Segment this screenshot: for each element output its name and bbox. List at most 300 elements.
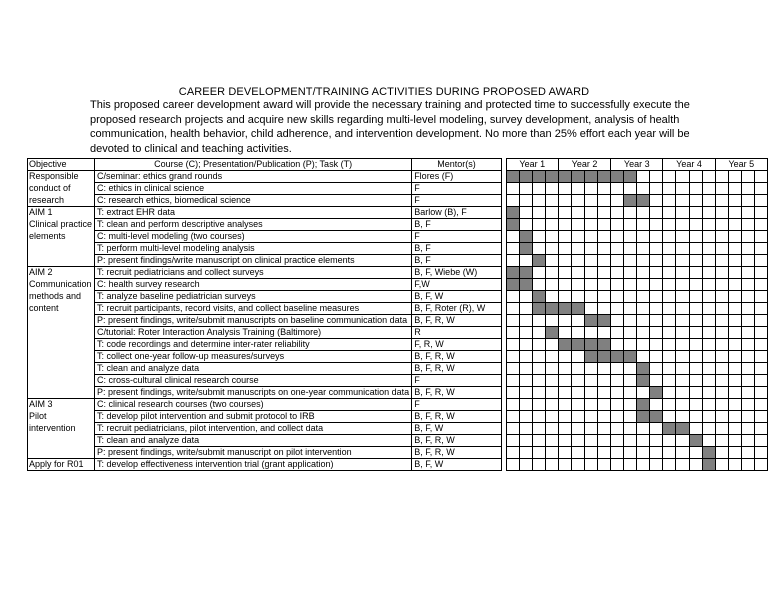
activity-cell: P: present findings, write/submit manuscripts on baseline communication data (95, 315, 412, 327)
timeline-cell-y5-q1 (715, 399, 728, 411)
timeline-cell-y3-q1 (611, 351, 624, 363)
timeline-cell-y3-q3 (637, 423, 650, 435)
timeline-cell-y4-q4 (702, 435, 715, 447)
timeline-cell-y4-q3 (689, 291, 702, 303)
timeline-cell-y3-q2 (624, 387, 637, 399)
timeline-cell-y1-q2 (519, 183, 532, 195)
timeline-cell-y2-q4 (598, 255, 611, 267)
timeline-cell-y5-q3 (741, 387, 754, 399)
timeline-cell-y5-q2 (728, 171, 741, 183)
timeline-cell-y5-q3 (741, 171, 754, 183)
timeline-cell-y4-q2 (676, 219, 689, 231)
timeline-cell-y2-q4 (598, 423, 611, 435)
timeline-cell-y3-q4 (650, 267, 663, 279)
timeline-cell-y2-q3 (585, 171, 598, 183)
timeline-cell-y3-q4 (650, 339, 663, 351)
timeline-cell-y3-q4 (650, 411, 663, 423)
timeline-cell-y5-q1 (715, 447, 728, 459)
timeline-cell-y1-q3 (532, 459, 545, 471)
timeline-cell-y5-q1 (715, 459, 728, 471)
objective-cell (28, 363, 95, 375)
mentors-cell: Barlow (B), F (412, 207, 502, 219)
timeline-cell-y1-q3 (532, 399, 545, 411)
table-row (28, 363, 768, 375)
timeline-cell-y2-q1 (558, 423, 571, 435)
timeline-cell-y3-q1 (611, 399, 624, 411)
mentors-cell: B, F, R, W (412, 447, 502, 459)
timeline-cell-y3-q4 (650, 327, 663, 339)
year-2-header: Year 2 (558, 159, 610, 171)
timeline-cell-y1-q2 (519, 411, 532, 423)
timeline-cell-y1-q4 (545, 411, 558, 423)
timeline-cell-y2-q4 (598, 303, 611, 315)
timeline-cell-y3-q2 (624, 267, 637, 279)
timeline-cell-y1-q4 (545, 423, 558, 435)
timeline-cell-y1-q3 (532, 195, 545, 207)
training-activities-table (27, 158, 768, 471)
table-row (28, 183, 768, 195)
timeline-cell-y5-q2 (728, 435, 741, 447)
mentors-cell: F (412, 195, 502, 207)
timeline-cell-y3-q3 (637, 315, 650, 327)
timeline-cell-y2-q2 (571, 183, 584, 195)
mentors-cell: F, R, W (412, 339, 502, 351)
timeline-cell-y4-q3 (689, 447, 702, 459)
timeline-cell-y4-q2 (676, 423, 689, 435)
activity-cell: P: present findings, write/submit manuscript on pilot intervention (95, 447, 412, 459)
timeline-cell-y2-q4 (598, 375, 611, 387)
table-row (28, 459, 768, 471)
activity-cell: T: collect one-year follow-up measures/surveys (95, 351, 412, 363)
timeline-cell-y3-q1 (611, 375, 624, 387)
timeline-cell-y2-q2 (571, 243, 584, 255)
timeline-cell-y3-q3 (637, 207, 650, 219)
timeline-cell-y2-q1 (558, 279, 571, 291)
timeline-cell-y3-q1 (611, 435, 624, 447)
timeline-cell-y4-q3 (689, 303, 702, 315)
activity-cell: C: research ethics, biomedical science (95, 195, 412, 207)
timeline-cell-y2-q3 (585, 339, 598, 351)
timeline-cell-y4-q4 (702, 243, 715, 255)
timeline-cell-y2-q1 (558, 255, 571, 267)
timeline-cell-y1-q4 (545, 255, 558, 267)
mentors-cell: F (412, 399, 502, 411)
timeline-cell-y1-q4 (545, 363, 558, 375)
timeline-cell-y1-q1 (506, 315, 519, 327)
timeline-cell-y3-q4 (650, 255, 663, 267)
timeline-cell-y5-q4 (754, 387, 767, 399)
timeline-cell-y3-q1 (611, 279, 624, 291)
timeline-cell-y4-q2 (676, 315, 689, 327)
timeline-cell-y5-q2 (728, 375, 741, 387)
timeline-cell-y5-q3 (741, 447, 754, 459)
timeline-cell-y2-q1 (558, 243, 571, 255)
timeline-cell-y4-q1 (663, 435, 676, 447)
timeline-cell-y3-q4 (650, 447, 663, 459)
timeline-cell-y4-q4 (702, 459, 715, 471)
timeline-cell-y5-q4 (754, 207, 767, 219)
timeline-cell-y1-q1 (506, 279, 519, 291)
timeline-cell-y4-q3 (689, 363, 702, 375)
table-row (28, 255, 768, 267)
timeline-cell-y3-q2 (624, 315, 637, 327)
timeline-cell-y4-q1 (663, 447, 676, 459)
timeline-cell-y4-q1 (663, 279, 676, 291)
activity-cell: T: clean and analyze data (95, 363, 412, 375)
activity-cell: C/seminar: ethics grand rounds (95, 171, 412, 183)
timeline-cell-y5-q4 (754, 231, 767, 243)
timeline-cell-y5-q2 (728, 315, 741, 327)
timeline-cell-y5-q4 (754, 291, 767, 303)
timeline-cell-y1-q2 (519, 363, 532, 375)
timeline-cell-y2-q3 (585, 387, 598, 399)
mentors-header: Mentor(s) (412, 159, 502, 171)
timeline-cell-y5-q2 (728, 291, 741, 303)
timeline-cell-y3-q2 (624, 243, 637, 255)
timeline-cell-y1-q2 (519, 267, 532, 279)
timeline-cell-y5-q4 (754, 459, 767, 471)
timeline-cell-y5-q4 (754, 351, 767, 363)
table-row (28, 231, 768, 243)
timeline-cell-y1-q3 (532, 171, 545, 183)
timeline-cell-y1-q1 (506, 171, 519, 183)
activity-cell: C/tutorial: Roter Interaction Analysis Training (Baltimore) (95, 327, 412, 339)
timeline-cell-y2-q4 (598, 171, 611, 183)
timeline-cell-y1-q4 (545, 207, 558, 219)
timeline-cell-y2-q1 (558, 327, 571, 339)
timeline-cell-y3-q1 (611, 423, 624, 435)
timeline-cell-y5-q2 (728, 231, 741, 243)
table-row (28, 387, 768, 399)
timeline-cell-y2-q4 (598, 279, 611, 291)
objective-cell (28, 351, 95, 363)
mentors-cell: B, F, R, W (412, 387, 502, 399)
timeline-cell-y5-q1 (715, 351, 728, 363)
timeline-cell-y5-q3 (741, 351, 754, 363)
timeline-cell-y5-q4 (754, 327, 767, 339)
timeline-cell-y2-q1 (558, 411, 571, 423)
timeline-cell-y3-q4 (650, 423, 663, 435)
mentors-cell: B, F, Roter (R), W (412, 303, 502, 315)
timeline-cell-y1-q1 (506, 447, 519, 459)
timeline-cell-y4-q1 (663, 243, 676, 255)
timeline-cell-y4-q2 (676, 363, 689, 375)
timeline-cell-y5-q3 (741, 435, 754, 447)
timeline-cell-y4-q2 (676, 231, 689, 243)
timeline-cell-y5-q3 (741, 327, 754, 339)
timeline-cell-y4-q2 (676, 435, 689, 447)
objective-cell (28, 387, 95, 399)
timeline-cell-y1-q3 (532, 411, 545, 423)
timeline-cell-y4-q2 (676, 183, 689, 195)
activity-cell: T: develop pilot intervention and submit protocol to IRB (95, 411, 412, 423)
mentors-cell: B, F, R, W (412, 315, 502, 327)
timeline-cell-y1-q1 (506, 351, 519, 363)
table-row (28, 171, 768, 183)
activity-cell: C: health survey research (95, 279, 412, 291)
timeline-cell-y1-q1 (506, 423, 519, 435)
timeline-cell-y4-q1 (663, 183, 676, 195)
timeline-cell-y3-q4 (650, 207, 663, 219)
timeline-cell-y5-q1 (715, 255, 728, 267)
timeline-cell-y4-q1 (663, 363, 676, 375)
timeline-cell-y1-q1 (506, 387, 519, 399)
table-row (28, 315, 768, 327)
timeline-cell-y3-q4 (650, 363, 663, 375)
timeline-cell-y3-q1 (611, 195, 624, 207)
timeline-cell-y3-q1 (611, 447, 624, 459)
timeline-cell-y4-q4 (702, 375, 715, 387)
timeline-cell-y2-q2 (571, 207, 584, 219)
timeline-cell-y1-q2 (519, 279, 532, 291)
timeline-cell-y4-q4 (702, 387, 715, 399)
objective-cell (28, 315, 95, 327)
timeline-cell-y1-q1 (506, 183, 519, 195)
timeline-cell-y5-q3 (741, 219, 754, 231)
timeline-cell-y3-q1 (611, 231, 624, 243)
timeline-cell-y4-q2 (676, 303, 689, 315)
timeline-cell-y2-q1 (558, 195, 571, 207)
timeline-cell-y5-q3 (741, 375, 754, 387)
timeline-cell-y4-q2 (676, 255, 689, 267)
timeline-cell-y1-q2 (519, 207, 532, 219)
mentors-cell: F (412, 183, 502, 195)
timeline-cell-y1-q3 (532, 327, 545, 339)
table-row (28, 291, 768, 303)
timeline-cell-y3-q1 (611, 207, 624, 219)
timeline-cell-y4-q4 (702, 267, 715, 279)
timeline-cell-y5-q2 (728, 447, 741, 459)
timeline-cell-y5-q2 (728, 207, 741, 219)
timeline-cell-y5-q3 (741, 183, 754, 195)
activity-cell: P: present findings/write manuscript on clinical practice elements (95, 255, 412, 267)
timeline-cell-y5-q2 (728, 243, 741, 255)
activity-cell: T: recruit pediatricians, pilot intervention, and collect data (95, 423, 412, 435)
table-row (28, 339, 768, 351)
timeline-cell-y2-q1 (558, 339, 571, 351)
timeline-cell-y5-q2 (728, 387, 741, 399)
timeline-cell-y4-q4 (702, 399, 715, 411)
timeline-cell-y3-q2 (624, 351, 637, 363)
timeline-cell-y1-q3 (532, 387, 545, 399)
timeline-cell-y5-q4 (754, 195, 767, 207)
timeline-cell-y2-q4 (598, 363, 611, 375)
timeline-cell-y2-q1 (558, 231, 571, 243)
timeline-cell-y5-q4 (754, 375, 767, 387)
timeline-cell-y4-q1 (663, 219, 676, 231)
timeline-cell-y4-q3 (689, 267, 702, 279)
timeline-cell-y1-q3 (532, 303, 545, 315)
timeline-cell-y2-q4 (598, 399, 611, 411)
timeline-cell-y2-q1 (558, 183, 571, 195)
timeline-cell-y1-q2 (519, 219, 532, 231)
timeline-cell-y1-q4 (545, 327, 558, 339)
timeline-cell-y2-q1 (558, 447, 571, 459)
timeline-cell-y1-q3 (532, 219, 545, 231)
timeline-cell-y4-q1 (663, 411, 676, 423)
timeline-cell-y4-q2 (676, 447, 689, 459)
timeline-cell-y4-q4 (702, 183, 715, 195)
timeline-cell-y4-q3 (689, 351, 702, 363)
timeline-cell-y2-q3 (585, 435, 598, 447)
timeline-cell-y4-q1 (663, 315, 676, 327)
timeline-cell-y3-q1 (611, 363, 624, 375)
timeline-cell-y4-q2 (676, 291, 689, 303)
timeline-cell-y1-q3 (532, 447, 545, 459)
timeline-cell-y5-q4 (754, 219, 767, 231)
timeline-cell-y3-q2 (624, 327, 637, 339)
timeline-cell-y4-q2 (676, 411, 689, 423)
timeline-cell-y5-q2 (728, 195, 741, 207)
timeline-cell-y3-q3 (637, 327, 650, 339)
timeline-cell-y2-q4 (598, 195, 611, 207)
timeline-cell-y2-q4 (598, 459, 611, 471)
timeline-cell-y3-q3 (637, 279, 650, 291)
mentors-cell: R (412, 327, 502, 339)
timeline-cell-y5-q1 (715, 243, 728, 255)
timeline-cell-y4-q4 (702, 207, 715, 219)
timeline-cell-y3-q4 (650, 435, 663, 447)
objective-cell (28, 327, 95, 339)
timeline-cell-y5-q3 (741, 399, 754, 411)
timeline-cell-y3-q1 (611, 171, 624, 183)
timeline-cell-y4-q4 (702, 315, 715, 327)
objective-cell: Clinical practice (28, 219, 95, 231)
timeline-cell-y5-q3 (741, 459, 754, 471)
timeline-cell-y5-q3 (741, 363, 754, 375)
timeline-cell-y1-q2 (519, 243, 532, 255)
timeline-cell-y4-q2 (676, 327, 689, 339)
timeline-cell-y5-q3 (741, 243, 754, 255)
table-row (28, 243, 768, 255)
timeline-cell-y1-q4 (545, 219, 558, 231)
timeline-cell-y2-q4 (598, 387, 611, 399)
timeline-cell-y5-q2 (728, 399, 741, 411)
timeline-cell-y3-q3 (637, 255, 650, 267)
timeline-cell-y1-q1 (506, 267, 519, 279)
timeline-cell-y5-q1 (715, 411, 728, 423)
timeline-cell-y2-q1 (558, 399, 571, 411)
timeline-cell-y5-q4 (754, 315, 767, 327)
timeline-cell-y4-q2 (676, 387, 689, 399)
timeline-cell-y3-q3 (637, 447, 650, 459)
timeline-cell-y5-q1 (715, 195, 728, 207)
objective-cell (28, 243, 95, 255)
timeline-cell-y5-q4 (754, 399, 767, 411)
timeline-cell-y4-q2 (676, 399, 689, 411)
timeline-cell-y5-q4 (754, 447, 767, 459)
timeline-cell-y5-q2 (728, 411, 741, 423)
timeline-cell-y4-q4 (702, 219, 715, 231)
timeline-cell-y2-q4 (598, 219, 611, 231)
timeline-cell-y4-q3 (689, 315, 702, 327)
timeline-cell-y4-q2 (676, 207, 689, 219)
timeline-cell-y1-q1 (506, 219, 519, 231)
objective-cell: AIM 1 (28, 207, 95, 219)
table-row (28, 375, 768, 387)
timeline-cell-y4-q3 (689, 207, 702, 219)
timeline-cell-y3-q4 (650, 399, 663, 411)
mentors-cell: B, F (412, 255, 502, 267)
timeline-cell-y1-q3 (532, 435, 545, 447)
mentors-cell: B, F, R, W (412, 435, 502, 447)
timeline-cell-y5-q2 (728, 351, 741, 363)
timeline-cell-y1-q2 (519, 315, 532, 327)
timeline-cell-y3-q4 (650, 291, 663, 303)
timeline-cell-y5-q2 (728, 339, 741, 351)
timeline-cell-y4-q2 (676, 267, 689, 279)
timeline-cell-y5-q3 (741, 279, 754, 291)
activity-cell: C: multi-level modeling (two courses) (95, 231, 412, 243)
timeline-cell-y2-q3 (585, 459, 598, 471)
timeline-cell-y4-q1 (663, 387, 676, 399)
timeline-cell-y4-q1 (663, 255, 676, 267)
timeline-cell-y4-q3 (689, 279, 702, 291)
timeline-cell-y2-q1 (558, 387, 571, 399)
timeline-cell-y1-q3 (532, 231, 545, 243)
activity-cell: C: ethics in clinical science (95, 183, 412, 195)
timeline-cell-y1-q2 (519, 399, 532, 411)
timeline-cell-y4-q2 (676, 459, 689, 471)
table-row (28, 447, 768, 459)
timeline-cell-y2-q2 (571, 171, 584, 183)
timeline-cell-y4-q3 (689, 339, 702, 351)
timeline-cell-y2-q1 (558, 267, 571, 279)
timeline-cell-y5-q3 (741, 411, 754, 423)
timeline-cell-y2-q1 (558, 303, 571, 315)
timeline-cell-y5-q1 (715, 291, 728, 303)
timeline-cell-y5-q3 (741, 291, 754, 303)
timeline-cell-y4-q4 (702, 339, 715, 351)
timeline-cell-y3-q3 (637, 291, 650, 303)
timeline-cell-y5-q4 (754, 423, 767, 435)
timeline-cell-y2-q1 (558, 219, 571, 231)
timeline-cell-y3-q3 (637, 183, 650, 195)
timeline-cell-y4-q1 (663, 291, 676, 303)
timeline-cell-y2-q3 (585, 219, 598, 231)
timeline-cell-y3-q1 (611, 387, 624, 399)
timeline-cell-y4-q1 (663, 423, 676, 435)
timeline-cell-y4-q1 (663, 303, 676, 315)
timeline-cell-y1-q3 (532, 375, 545, 387)
timeline-cell-y4-q3 (689, 231, 702, 243)
timeline-cell-y5-q2 (728, 303, 741, 315)
timeline-cell-y2-q2 (571, 231, 584, 243)
timeline-cell-y3-q2 (624, 339, 637, 351)
timeline-cell-y1-q2 (519, 195, 532, 207)
table-row (28, 207, 768, 219)
timeline-cell-y2-q4 (598, 207, 611, 219)
timeline-cell-y4-q2 (676, 171, 689, 183)
timeline-cell-y5-q4 (754, 435, 767, 447)
timeline-cell-y3-q3 (637, 339, 650, 351)
timeline-cell-y1-q1 (506, 327, 519, 339)
timeline-cell-y2-q4 (598, 243, 611, 255)
timeline-cell-y3-q2 (624, 459, 637, 471)
timeline-cell-y1-q3 (532, 255, 545, 267)
timeline-cell-y5-q1 (715, 435, 728, 447)
timeline-cell-y1-q2 (519, 375, 532, 387)
objective-cell (28, 339, 95, 351)
year-5-header: Year 5 (715, 159, 767, 171)
timeline-cell-y3-q4 (650, 243, 663, 255)
table-row (28, 219, 768, 231)
table-row (28, 435, 768, 447)
activity-cell: T: analyze baseline pediatrician surveys (95, 291, 412, 303)
timeline-cell-y3-q2 (624, 279, 637, 291)
timeline-cell-y2-q3 (585, 399, 598, 411)
objective-cell: Responsible (28, 171, 95, 183)
